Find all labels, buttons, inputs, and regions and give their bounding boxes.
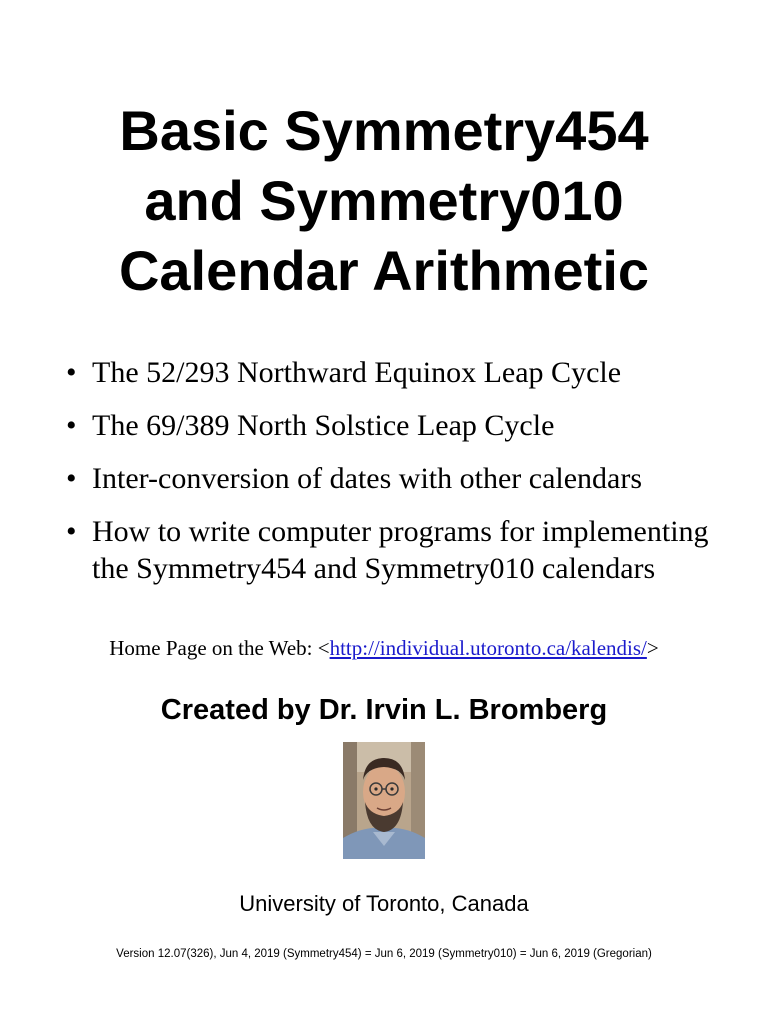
feature-list [64,354,744,603]
feature-text: The 69/389 North Solstice Leap Cycle [92,409,555,442]
document-title [0,96,768,306]
feature-list-item [64,513,744,587]
bullet-icon: • [66,515,77,548]
university-affiliation: University of Toronto, Canada [239,891,529,916]
version-note: Version 12.07(326), Jun 4, 2019 (Symmetry454) = Jun 6, 2019 (Symmetry010) = Jun 6, 2019 (Gregorian) [116,948,652,960]
feature-text: Inter-conversion of dates with other calendars [92,462,643,495]
title-line-2: and Symmetry010 [144,169,624,232]
feature-list-item [64,407,744,444]
bullet-icon: • [66,356,77,389]
bullet-icon: • [66,462,77,495]
homepage-line [0,634,768,662]
homepage-suffix: > [646,636,659,660]
homepage-prefix: Home Page on the Web: < [109,636,330,660]
homepage-link[interactable]: http://individual.utoronto.ca/kalendis/ [329,636,647,660]
author-credit: Created by Dr. Irvin L. Bromberg [160,694,608,726]
feature-text: How to write computer programs for implementing the Symmetry454 and Symmetry010 calendars [92,515,709,585]
feature-text: The 52/293 Northward Equinox Leap Cycle [92,356,622,389]
bullet-icon: • [66,409,77,442]
author-portrait-photo [343,742,425,859]
title-line-3: Calendar Arithmetic [118,239,650,302]
feature-list-item [64,460,744,497]
title-line-1: Basic Symmetry454 [119,99,649,162]
feature-list-item [64,354,744,391]
